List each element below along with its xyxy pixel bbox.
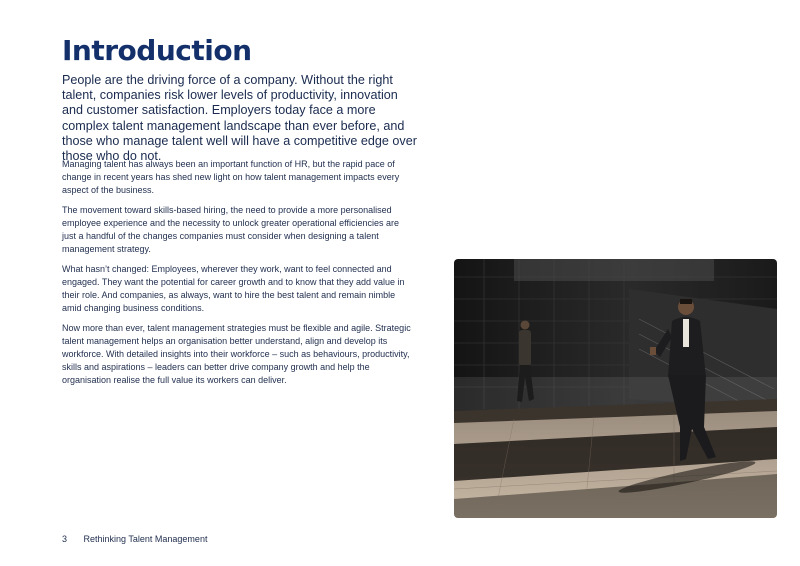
businessmen-walking-photo [454,259,777,518]
page-title: Introduction [62,34,252,67]
body-paragraph: Now more than ever, talent management strategies must be flexible and agile. Strategic talent management helps an organisation better understand, align and develop its workforce. With detailed insights into their workforce – such as behaviours, productivity, skills and aspirations – leaders can better drive company growth and help the organisation realise the full value its workers can deliver. [62,323,411,385]
body-text [62,158,412,394]
body-paragraph: What hasn’t changed: Employees, wherever they work, want to feel connected and engaged. They want the potential for career growth and to know that they add value in their role. And companies, as always, want to hire the best talent and remain nimble amid changing business conditions. [62,264,405,313]
body-paragraph: Managing talent has always been an important function of HR, but the rapid pace of change in recent years has shed new light on how talent management impacts every aspect of the business. [62,159,400,195]
document-title: Rethinking Talent Management [83,534,208,544]
page-footer [62,534,207,544]
page-number: 3 [62,534,68,544]
lead-paragraph: People are the driving force of a company. Without the right talent, companies risk lower levels of productivity, innovation and customer satisfaction. Employers today face a more complex talent management landscape than ever before, and those who manage talent well will have a competitive edge over those who do not. [62,73,417,164]
body-paragraph: The movement toward skills-based hiring, the need to provide a more personalised employee experience and the necessity to unlock greater operational efficiencies are just a handful of the changes companies must consider when designing a talent management strategy. [62,205,400,254]
